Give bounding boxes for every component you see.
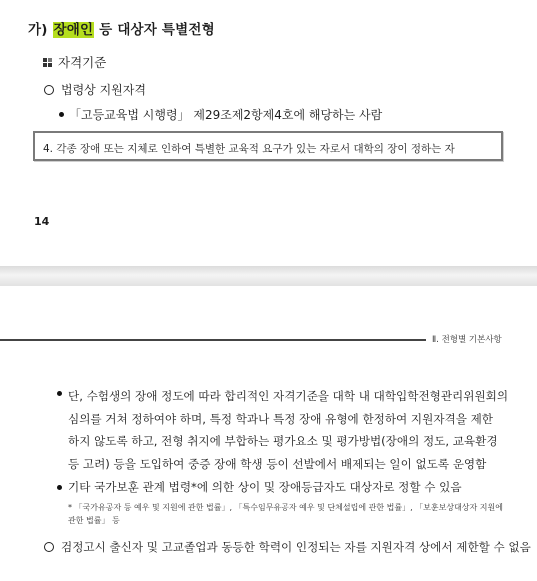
header-rule (0, 339, 426, 341)
section-label: Ⅱ. 전형별 기본사항 (432, 335, 502, 345)
footnote (68, 501, 508, 527)
paragraph-2 (68, 479, 516, 495)
circle-bullet-icon (44, 542, 54, 552)
law-item-text: 「고등교육법 시행령」 제29조제2항제4호에 해당하는 사람 (69, 108, 383, 122)
heading-highlight: 장애인 (53, 22, 94, 38)
heading-prefix: 가) (28, 22, 48, 38)
dot-bullet-icon (57, 485, 62, 490)
circle-bullet-icon (44, 85, 54, 95)
dot-bullet-icon (59, 112, 64, 117)
heading-rest: 등 대상자 특별전형 (99, 22, 215, 38)
boxed-quote: 4. 각종 장애 또는 지체로 인하여 특별한 교육적 요구가 있는 자로서 대학의 장이 정하는 자 (33, 131, 503, 161)
paragraph-line: 등 고려) 등을 도입하여 중증 장애 학생 등이 선발에서 배제되는 일이 없도록 운영함 (68, 456, 487, 471)
legal-basis-text: 법령상 지원자격 (61, 83, 146, 97)
last-item-text: 검정고시 출신자 및 고교졸업과 동등한 학력이 인정되는 자를 지원자격 상에서 제한할 수 없음 (61, 540, 531, 554)
subheading (43, 53, 106, 71)
last-item (44, 539, 531, 555)
paragraph-line: 심의를 거쳐 정하여야 하며, 특정 학과나 특정 장애 유형에 한정하여 지원자격을 제한 (68, 411, 494, 426)
paragraph-line: 기타 국가보훈 관계 법령*에 의한 상이 및 장애등급자도 대상자로 정할 수 있음 (68, 480, 462, 494)
paragraph-item-2 (57, 479, 516, 495)
square-bullet-icon (43, 58, 52, 67)
document-page-bottom (0, 286, 537, 581)
paragraph-item-1 (57, 385, 516, 475)
paragraph-line: 단, 수험생의 장애 정도에 따라 합리적인 자격기준을 대학 내 대학입학전형관리위원회의 (68, 389, 509, 403)
section-heading (28, 18, 215, 38)
subheading-text: 자격기준 (58, 55, 107, 70)
law-item (59, 106, 382, 123)
legal-basis-item (44, 81, 146, 98)
page-separator (0, 266, 537, 286)
footnote-line: * 「국가유공자 등 예우 및 지원에 관한 법률」, 「특수임무유공자 예우 및 단체설립에 관한 법률」, 「보훈보상대상자 지원에 (68, 503, 503, 512)
footnote-line: 관한 법률」 등 (68, 516, 120, 525)
document-page-top (0, 0, 537, 266)
paragraph-1 (68, 385, 516, 475)
page-number: 14 (34, 215, 50, 228)
dot-bullet-icon (57, 391, 62, 396)
paragraph-line: 하지 않도록 하고, 전형 취지에 부합하는 평가요소 및 평가방법(장애의 정도, 교육환경 (68, 434, 498, 448)
